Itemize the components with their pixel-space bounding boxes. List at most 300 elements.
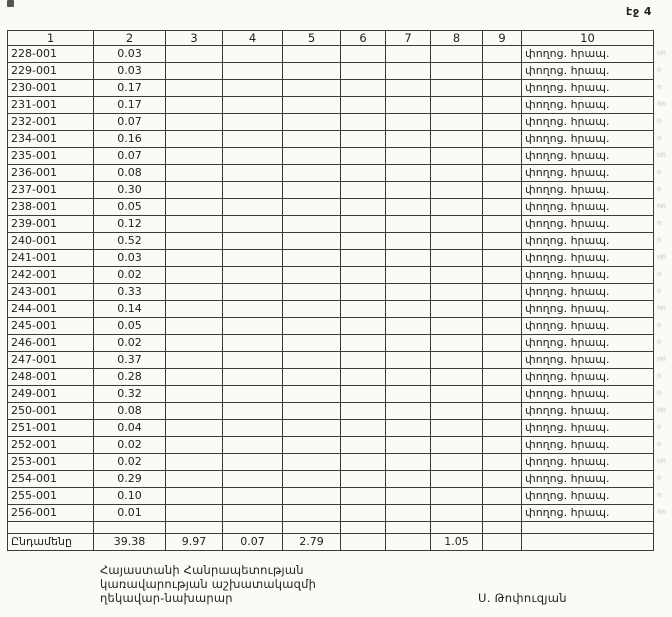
table-cell: 0.17 xyxy=(94,80,166,97)
scan-artifact: ո xyxy=(656,167,662,177)
table-cell xyxy=(386,420,431,437)
table-cell: 249-001 xyxy=(8,386,94,403)
table-cell: 242-001 xyxy=(8,267,94,284)
table-cell: 0.29 xyxy=(94,471,166,488)
table-cell: 0.28 xyxy=(94,369,166,386)
table-cell xyxy=(223,420,283,437)
table-cell xyxy=(341,199,386,216)
table-cell xyxy=(166,80,223,97)
table-cell xyxy=(483,97,522,114)
table-cell: 236-001 xyxy=(8,165,94,182)
table-cell xyxy=(431,335,483,352)
scan-artifact: ո xyxy=(656,82,662,92)
table-cell xyxy=(341,488,386,505)
table-cell xyxy=(166,318,223,335)
scan-artifact: ոո xyxy=(656,405,667,415)
table-cell xyxy=(386,505,431,522)
table-row xyxy=(8,148,654,165)
table-cell xyxy=(283,369,341,386)
table-cell: 0.02 xyxy=(94,335,166,352)
table-cell xyxy=(483,131,522,148)
scan-artifact: ոո xyxy=(656,201,667,211)
table-cell: փողոց. հրապ. xyxy=(522,471,654,488)
table-cell xyxy=(386,386,431,403)
table-cell xyxy=(483,403,522,420)
table-row xyxy=(8,97,654,114)
table-cell xyxy=(386,46,431,63)
table-cell: 0.03 xyxy=(94,46,166,63)
table-cell xyxy=(431,250,483,267)
table-cell xyxy=(341,114,386,131)
table-row xyxy=(8,199,654,216)
table-row xyxy=(8,182,654,199)
table-cell xyxy=(283,522,341,534)
table-row xyxy=(8,131,654,148)
table-cell: 247-001 xyxy=(8,352,94,369)
scan-artifact: ո xyxy=(656,490,662,500)
table-cell: 9.97 xyxy=(166,534,223,551)
table-cell: 39.38 xyxy=(94,534,166,551)
column-header: 6 xyxy=(341,31,386,46)
table-cell: 256-001 xyxy=(8,505,94,522)
table-row xyxy=(8,386,654,403)
table-row xyxy=(8,352,654,369)
table-cell: փողոց. հրապ. xyxy=(522,318,654,335)
table-row xyxy=(8,369,654,386)
table-cell xyxy=(483,318,522,335)
table-cell xyxy=(223,216,283,233)
table-cell xyxy=(431,386,483,403)
table-cell: 0.05 xyxy=(94,318,166,335)
table-cell: 244-001 xyxy=(8,301,94,318)
table-cell xyxy=(341,369,386,386)
table-cell: 0.07 xyxy=(94,114,166,131)
table-cell xyxy=(431,284,483,301)
table-cell xyxy=(483,250,522,267)
table-cell xyxy=(386,148,431,165)
table-cell xyxy=(431,63,483,80)
table-cell xyxy=(223,369,283,386)
table-header-row xyxy=(8,31,654,46)
table-cell xyxy=(431,233,483,250)
data-table xyxy=(7,30,654,551)
table-cell xyxy=(223,250,283,267)
table-cell xyxy=(283,488,341,505)
signatory-title-line: ղեկավար-նախարար xyxy=(100,591,233,605)
table-cell: փողոց. հրապ. xyxy=(522,267,654,284)
table-cell xyxy=(283,284,341,301)
table-cell xyxy=(341,301,386,318)
table-cell xyxy=(166,301,223,318)
table-cell xyxy=(283,505,341,522)
table-cell xyxy=(483,301,522,318)
table-cell xyxy=(431,488,483,505)
table-cell xyxy=(8,522,94,534)
table-cell xyxy=(483,46,522,63)
table-row xyxy=(8,267,654,284)
table-cell: փողոց. հրապ. xyxy=(522,182,654,199)
table-row xyxy=(8,284,654,301)
table-cell xyxy=(386,165,431,182)
table-cell: 243-001 xyxy=(8,284,94,301)
scan-artifact: ո xyxy=(656,116,662,126)
table-cell xyxy=(166,284,223,301)
table-cell xyxy=(431,97,483,114)
table-cell xyxy=(283,80,341,97)
table-cell: փողոց. հրապ. xyxy=(522,80,654,97)
table-body xyxy=(8,46,654,551)
scan-artifact: ոո xyxy=(656,48,667,58)
table-cell xyxy=(386,97,431,114)
table-cell xyxy=(431,403,483,420)
table-cell xyxy=(341,318,386,335)
table-row xyxy=(8,165,654,182)
table-cell: փողոց. հրապ. xyxy=(522,114,654,131)
table-cell xyxy=(386,534,431,551)
table-cell: 0.12 xyxy=(94,216,166,233)
table-cell xyxy=(283,97,341,114)
table-cell xyxy=(386,352,431,369)
table-cell: 0.10 xyxy=(94,488,166,505)
table-cell: 0.02 xyxy=(94,454,166,471)
scan-speck xyxy=(7,0,14,7)
table-cell: 248-001 xyxy=(8,369,94,386)
table-cell: 228-001 xyxy=(8,46,94,63)
table-cell: 2.79 xyxy=(283,534,341,551)
table-cell xyxy=(431,267,483,284)
column-header: 4 xyxy=(223,31,283,46)
table-cell: 235-001 xyxy=(8,148,94,165)
table-cell xyxy=(166,148,223,165)
scan-artifact: ո xyxy=(656,269,662,279)
table-row xyxy=(8,471,654,488)
table-cell xyxy=(483,420,522,437)
table-cell xyxy=(431,369,483,386)
table-cell xyxy=(341,522,386,534)
table-cell xyxy=(223,301,283,318)
table-row xyxy=(8,505,654,522)
table-cell: փողոց. հրապ. xyxy=(522,199,654,216)
table-cell xyxy=(341,148,386,165)
table-cell: 232-001 xyxy=(8,114,94,131)
table-cell xyxy=(166,46,223,63)
table-cell xyxy=(223,454,283,471)
table-cell xyxy=(166,437,223,454)
table-cell xyxy=(166,505,223,522)
table-cell xyxy=(223,335,283,352)
table-cell xyxy=(223,182,283,199)
table-cell xyxy=(431,505,483,522)
table-cell xyxy=(386,250,431,267)
table-cell xyxy=(386,233,431,250)
table-cell: փողոց. հրապ. xyxy=(522,165,654,182)
table-cell xyxy=(431,301,483,318)
table-cell xyxy=(386,63,431,80)
table-row xyxy=(8,488,654,505)
table-cell xyxy=(483,63,522,80)
signatory-title-line: Հայաստանի Հանրապետության xyxy=(100,563,304,577)
table-cell xyxy=(223,488,283,505)
table-cell: փողոց. հրապ. xyxy=(522,369,654,386)
table-cell xyxy=(283,267,341,284)
table-cell: փողոց. հրապ. xyxy=(522,505,654,522)
table-row xyxy=(8,318,654,335)
table-cell xyxy=(386,301,431,318)
table-cell xyxy=(223,318,283,335)
table-cell xyxy=(166,114,223,131)
table-cell xyxy=(166,267,223,284)
table-cell xyxy=(223,46,283,63)
table-cell xyxy=(166,97,223,114)
scan-artifact: ո xyxy=(656,439,662,449)
table-cell xyxy=(166,250,223,267)
table-cell: 0.04 xyxy=(94,420,166,437)
table-cell xyxy=(431,437,483,454)
table-cell: 254-001 xyxy=(8,471,94,488)
table-cell xyxy=(283,250,341,267)
table-cell xyxy=(223,148,283,165)
table-cell xyxy=(283,437,341,454)
scan-artifact: ոո xyxy=(656,456,667,466)
table-cell xyxy=(431,454,483,471)
scan-artifact: ո xyxy=(656,218,662,228)
table-row xyxy=(8,216,654,233)
table-cell xyxy=(223,131,283,148)
table-cell xyxy=(223,437,283,454)
table-cell xyxy=(341,335,386,352)
table-cell: 0.03 xyxy=(94,250,166,267)
table-cell xyxy=(341,233,386,250)
table-cell xyxy=(166,131,223,148)
table-row xyxy=(8,114,654,131)
table-row xyxy=(8,233,654,250)
table-cell xyxy=(166,522,223,534)
table-cell xyxy=(341,420,386,437)
table-cell: 0.33 xyxy=(94,284,166,301)
table-cell: 255-001 xyxy=(8,488,94,505)
table-cell: փողոց. հրապ. xyxy=(522,233,654,250)
table-cell xyxy=(166,420,223,437)
table-cell: 245-001 xyxy=(8,318,94,335)
table-cell xyxy=(522,522,654,534)
table-cell xyxy=(166,369,223,386)
table-cell: 230-001 xyxy=(8,80,94,97)
table-cell xyxy=(431,216,483,233)
table-cell xyxy=(166,471,223,488)
table-cell xyxy=(341,63,386,80)
table-row xyxy=(8,454,654,471)
table-cell: 0.30 xyxy=(94,182,166,199)
table-cell xyxy=(483,233,522,250)
table-cell xyxy=(223,267,283,284)
table-row xyxy=(8,437,654,454)
table-cell xyxy=(431,522,483,534)
table-cell xyxy=(283,46,341,63)
table-cell xyxy=(431,165,483,182)
table-cell: փողոց. հրապ. xyxy=(522,335,654,352)
table-cell xyxy=(166,488,223,505)
table-cell: փողոց. հրապ. xyxy=(522,454,654,471)
scan-artifact: ո xyxy=(656,388,662,398)
column-header: 7 xyxy=(386,31,431,46)
table-cell xyxy=(341,352,386,369)
table-cell xyxy=(483,182,522,199)
table-row xyxy=(8,46,654,63)
table-cell xyxy=(386,437,431,454)
table-cell xyxy=(431,131,483,148)
table-cell xyxy=(166,403,223,420)
table-cell: փողոց. հրապ. xyxy=(522,284,654,301)
table-cell xyxy=(283,199,341,216)
scan-artifact: ոո xyxy=(656,150,667,160)
table-cell xyxy=(341,386,386,403)
table-cell: 237-001 xyxy=(8,182,94,199)
table-cell: 0.07 xyxy=(94,148,166,165)
table-cell: փողոց. հրապ. xyxy=(522,437,654,454)
table-row xyxy=(8,63,654,80)
table-cell: 238-001 xyxy=(8,199,94,216)
table-cell xyxy=(341,97,386,114)
table-cell: 234-001 xyxy=(8,131,94,148)
table-cell: 0.01 xyxy=(94,505,166,522)
scan-artifact: ո xyxy=(656,473,662,483)
table-cell xyxy=(341,267,386,284)
scan-artifact: ոո xyxy=(656,354,667,364)
table-cell xyxy=(223,403,283,420)
table-cell xyxy=(483,199,522,216)
table-cell xyxy=(483,335,522,352)
table-cell xyxy=(386,199,431,216)
table-cell xyxy=(223,284,283,301)
spacer-row xyxy=(8,522,654,534)
table-cell xyxy=(283,335,341,352)
table-cell: 0.17 xyxy=(94,97,166,114)
table-cell: փողոց. հրապ. xyxy=(522,386,654,403)
table-cell xyxy=(341,182,386,199)
table-cell: 251-001 xyxy=(8,420,94,437)
table-cell xyxy=(483,437,522,454)
column-header: 1 xyxy=(8,31,94,46)
table-cell: 0.52 xyxy=(94,233,166,250)
table-cell: փողոց. հրապ. xyxy=(522,148,654,165)
table-cell: փողոց. հրապ. xyxy=(522,63,654,80)
table-cell xyxy=(431,471,483,488)
table-cell: փողոց. հրապ. xyxy=(522,97,654,114)
table-cell xyxy=(431,199,483,216)
table-cell xyxy=(223,505,283,522)
table-cell: 0.07 xyxy=(223,534,283,551)
table-cell xyxy=(431,420,483,437)
table-cell: 0.02 xyxy=(94,437,166,454)
table-cell xyxy=(341,454,386,471)
table-cell xyxy=(341,284,386,301)
table-cell xyxy=(283,454,341,471)
table-cell xyxy=(166,165,223,182)
table-cell xyxy=(431,46,483,63)
table-cell xyxy=(483,534,522,551)
table-cell xyxy=(341,505,386,522)
table-cell xyxy=(341,46,386,63)
table-row xyxy=(8,250,654,267)
table-cell xyxy=(386,114,431,131)
scan-artifact: ո xyxy=(656,286,662,296)
table-cell xyxy=(341,80,386,97)
table-cell xyxy=(341,534,386,551)
table-cell xyxy=(283,216,341,233)
signatory-title-block xyxy=(100,563,316,605)
table-cell xyxy=(483,267,522,284)
table-cell xyxy=(94,522,166,534)
table-cell xyxy=(483,454,522,471)
scan-artifact: ո xyxy=(656,337,662,347)
scan-artifact: ոո xyxy=(656,252,667,262)
table-cell xyxy=(166,352,223,369)
table-cell xyxy=(386,403,431,420)
table-cell xyxy=(223,199,283,216)
table-cell xyxy=(431,80,483,97)
scan-artifact: ո xyxy=(656,133,662,143)
table-cell: 0.14 xyxy=(94,301,166,318)
table-cell xyxy=(483,488,522,505)
table-cell xyxy=(283,301,341,318)
table-cell: փողոց. հրապ. xyxy=(522,216,654,233)
table-row xyxy=(8,301,654,318)
table-cell xyxy=(283,165,341,182)
table-cell: 0.05 xyxy=(94,199,166,216)
table-cell xyxy=(386,284,431,301)
table-cell xyxy=(283,471,341,488)
table-cell xyxy=(223,522,283,534)
column-header: 5 xyxy=(283,31,341,46)
table-cell: փողոց. հրապ. xyxy=(522,131,654,148)
table-cell xyxy=(483,369,522,386)
scan-artifact: ո xyxy=(656,184,662,194)
table-cell xyxy=(483,80,522,97)
table-cell xyxy=(483,165,522,182)
table-cell xyxy=(283,182,341,199)
table-cell xyxy=(166,386,223,403)
scan-artifact: ո xyxy=(656,320,662,330)
table-cell xyxy=(386,182,431,199)
table-row xyxy=(8,420,654,437)
table-cell xyxy=(483,114,522,131)
table-cell xyxy=(483,471,522,488)
table-cell xyxy=(223,80,283,97)
table-cell xyxy=(386,488,431,505)
table-cell xyxy=(341,165,386,182)
table-cell: 0.02 xyxy=(94,267,166,284)
table-cell: 250-001 xyxy=(8,403,94,420)
table-cell xyxy=(483,352,522,369)
scan-artifact: ոո xyxy=(656,303,667,313)
table-cell xyxy=(166,335,223,352)
table-cell xyxy=(283,386,341,403)
table-cell xyxy=(386,454,431,471)
table-cell: 0.08 xyxy=(94,165,166,182)
table-cell xyxy=(223,233,283,250)
page-number-label: էջ 4 xyxy=(626,5,652,18)
column-header: 3 xyxy=(166,31,223,46)
table-cell: 0.37 xyxy=(94,352,166,369)
scan-artifact: ո xyxy=(656,65,662,75)
table-cell xyxy=(386,267,431,284)
scan-artifact: ո xyxy=(656,422,662,432)
table-cell xyxy=(386,131,431,148)
table-cell: 0.08 xyxy=(94,403,166,420)
table-cell xyxy=(431,114,483,131)
table-cell xyxy=(166,63,223,80)
table-cell xyxy=(483,386,522,403)
